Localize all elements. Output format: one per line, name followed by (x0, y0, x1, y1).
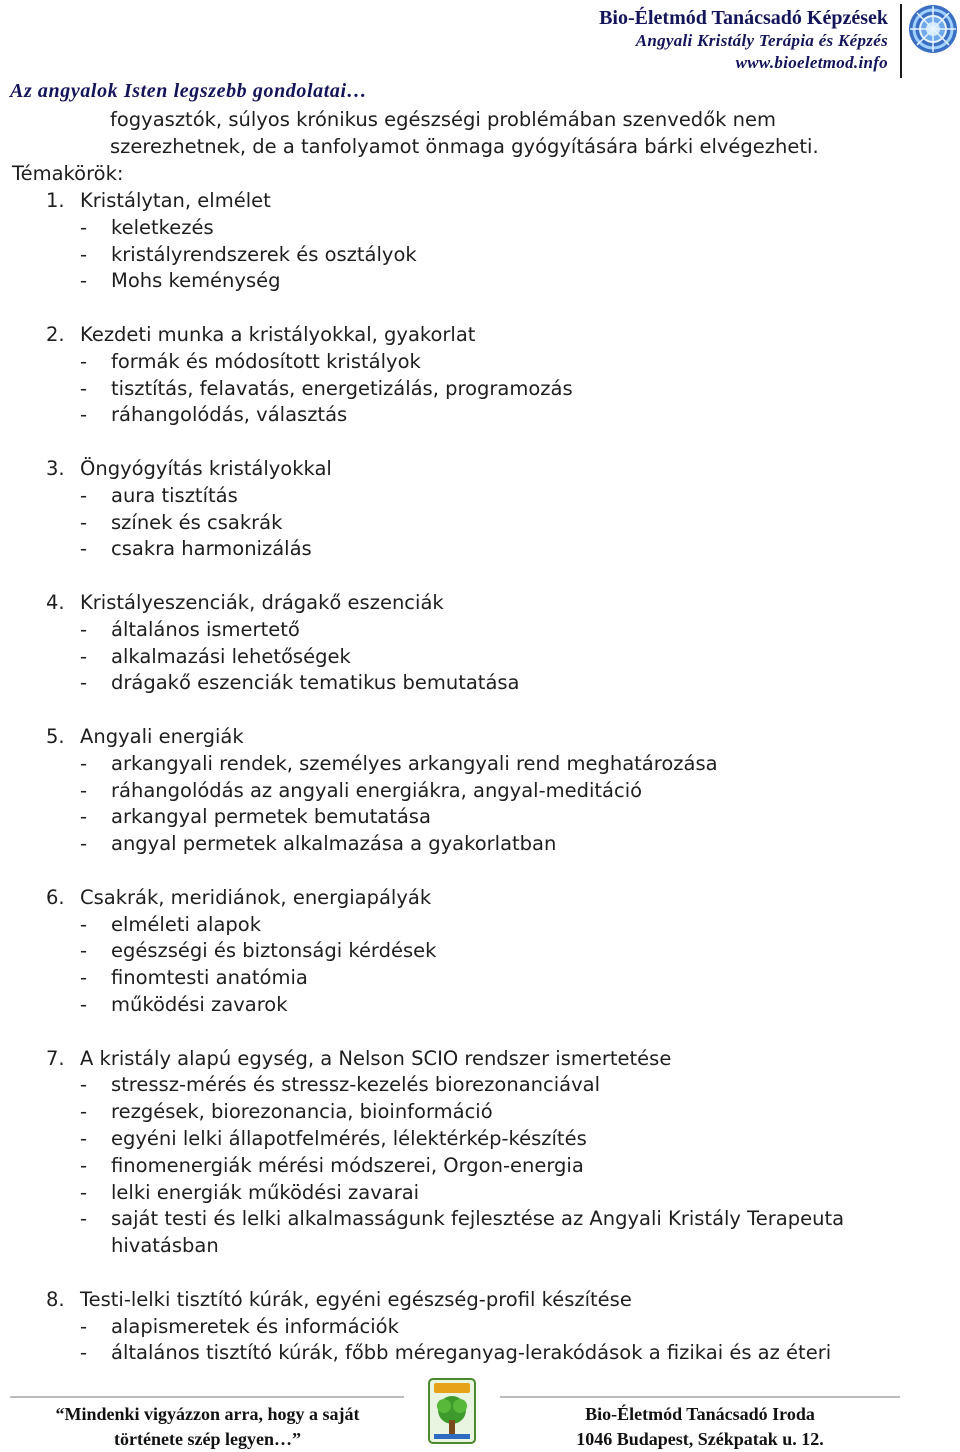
intro-line: fogyasztók, súlyos krónikus egészségi problémában szenvedők nem (110, 108, 776, 131)
footer-motto-line: története szép legyen…” (114, 1429, 301, 1449)
topic-item: lelki energiák működési zavarai (111, 1180, 420, 1204)
topic-number: 4. (46, 591, 65, 614)
topic-item: saját testi és lelki alkalmasságunk fejlesztése az Angyali Kristály Terapeuta (111, 1207, 845, 1231)
topic-title: Angyali energiák (80, 725, 244, 748)
topic-number: 3. (46, 457, 65, 480)
topic-item: arkangyal permetek bemutatása (111, 805, 431, 829)
topic-item: ráhangolódás, választás (111, 403, 348, 427)
mandala-logo-icon (908, 4, 958, 54)
bullet-dash: - (80, 993, 88, 1016)
bullet-dash: - (80, 671, 88, 695)
footer-address (500, 1402, 900, 1452)
topics-label: Témakörök: (12, 162, 124, 185)
topic-title: Kristálytan, elmélet (80, 189, 271, 212)
page-header (599, 6, 888, 74)
bullet-dash: - (80, 1180, 88, 1204)
bullet-dash: - (80, 939, 88, 963)
topic-item: általános tisztító kúrák, főbb méreganyag-lerakódások a fizikai és az éteri (111, 1341, 832, 1365)
topic-item: ráhangolódás az angyali energiákra, angyal-meditáció (111, 778, 643, 802)
topic-number: 2. (46, 323, 65, 346)
bullet-dash: - (80, 1073, 88, 1097)
footer-motto-line: “Mindenki vigyázzon arra, hogy a saját (55, 1404, 360, 1424)
bullet-dash: - (80, 1314, 88, 1338)
topic-number: 6. (46, 885, 65, 909)
bullet-dash: - (80, 215, 88, 239)
page-quote (10, 80, 367, 103)
bullet-dash: - (80, 349, 88, 373)
topic-item: hivatásban (111, 1234, 219, 1258)
bullet-dash: - (80, 805, 88, 829)
topic-item: arkangyali rendek, személyes arkangyali rend meghatározása (111, 751, 718, 775)
topic-item: tisztítás, felavatás, energetizálás, programozás (111, 376, 573, 400)
bullet-dash: - (80, 376, 88, 400)
footer-office: Bio-Életmód Tanácsadó Iroda (585, 1404, 815, 1424)
bullet-dash: - (80, 832, 88, 856)
topic-number: 7. (46, 1046, 65, 1070)
topic-item: finomtesti anatómia (111, 966, 308, 990)
topic-title: Öngyógyítás kristályokkal (80, 457, 332, 480)
topic-title: Kezdeti munka a kristályokkal, gyakorlat (80, 323, 476, 346)
topic-item: Mohs keménység (111, 269, 281, 293)
bullet-dash: - (80, 242, 88, 266)
footer-street: 1046 Budapest, Székpatak u. 12. (576, 1429, 824, 1449)
bullet-dash: - (80, 269, 88, 293)
footer-motto (10, 1402, 405, 1452)
topic-title: Testi-lelki tisztító kúrák, egyéni egészség-profil készítése (80, 1287, 632, 1311)
bullet-dash: - (80, 1153, 88, 1177)
topic-item: alkalmazási lehetőségek (111, 644, 351, 668)
footer-rule-left (10, 1396, 404, 1398)
topic-item: drágakő eszenciák tematikus bemutatása (111, 671, 520, 695)
intro-line: szerezhetnek, de a tanfolyamot önmaga gyógyítására bárki elvégezheti. (110, 135, 819, 158)
header-url[interactable]: www.bioeletmod.info (735, 53, 888, 72)
bullet-dash: - (80, 1100, 88, 1124)
header-divider (900, 4, 902, 78)
topic-title: A kristály alapú egység, a Nelson SCIO rendszer ismertetése (80, 1046, 672, 1070)
topic-item: angyal permetek alkalmazása a gyakorlatban (111, 832, 557, 856)
header-subtitle: Angyali Kristály Terápia és Képzés (635, 31, 888, 50)
header-org: Bio-Életmód Tanácsadó Képzések (599, 7, 888, 29)
topic-item: rezgések, biorezonancia, bioinformáció (111, 1100, 493, 1124)
topic-item: általános ismertető (111, 617, 300, 641)
bullet-dash: - (80, 966, 88, 990)
bullet-dash: - (80, 483, 88, 507)
topic-item: finomenergiák mérési módszerei, Orgon-energia (111, 1153, 584, 1177)
footer-rule-right (500, 1396, 900, 1398)
bullet-dash: - (80, 751, 88, 775)
topic-item: csakra harmonizálás (111, 537, 312, 561)
topic-item: formák és módosított kristályok (111, 349, 421, 373)
bullet-dash: - (80, 778, 88, 802)
bullet-dash: - (80, 1341, 88, 1365)
tree-logo-icon (428, 1378, 476, 1444)
topic-title: Kristályeszenciák, drágakő eszenciák (80, 591, 444, 614)
topic-item: stressz-mérés és stressz-kezelés biorezonanciával (111, 1073, 600, 1097)
topic-item: alapismeretek és információk (111, 1314, 399, 1338)
bullet-dash: - (80, 1207, 88, 1231)
topic-item: egészségi és biztonsági kérdések (111, 939, 437, 963)
bullet-dash: - (80, 1127, 88, 1150)
bullet-dash: - (80, 537, 88, 561)
topic-number: 8. (46, 1287, 65, 1311)
topic-item: működési zavarok (111, 993, 288, 1016)
topic-number: 1. (46, 189, 65, 212)
bullet-dash: - (80, 403, 88, 427)
topic-item: kristályrendszerek és osztályok (111, 242, 417, 266)
quote-text: Az angyalok Isten legszebb gondolatai… (10, 80, 368, 102)
topic-title: Csakrák, meridiánok, energiapályák (80, 885, 432, 909)
topic-item: színek és csakrák (111, 510, 283, 534)
topic-number: 5. (46, 725, 65, 748)
bullet-dash: - (80, 510, 88, 534)
topic-item: egyéni lelki állapotfelmérés, lélektérkép-készítés (111, 1127, 587, 1150)
topic-item: keletkezés (111, 215, 214, 239)
topic-item: aura tisztítás (111, 483, 238, 507)
bullet-dash: - (80, 644, 88, 668)
bullet-dash: - (80, 617, 88, 641)
topic-item: elméleti alapok (111, 912, 262, 936)
bullet-dash: - (80, 912, 88, 936)
